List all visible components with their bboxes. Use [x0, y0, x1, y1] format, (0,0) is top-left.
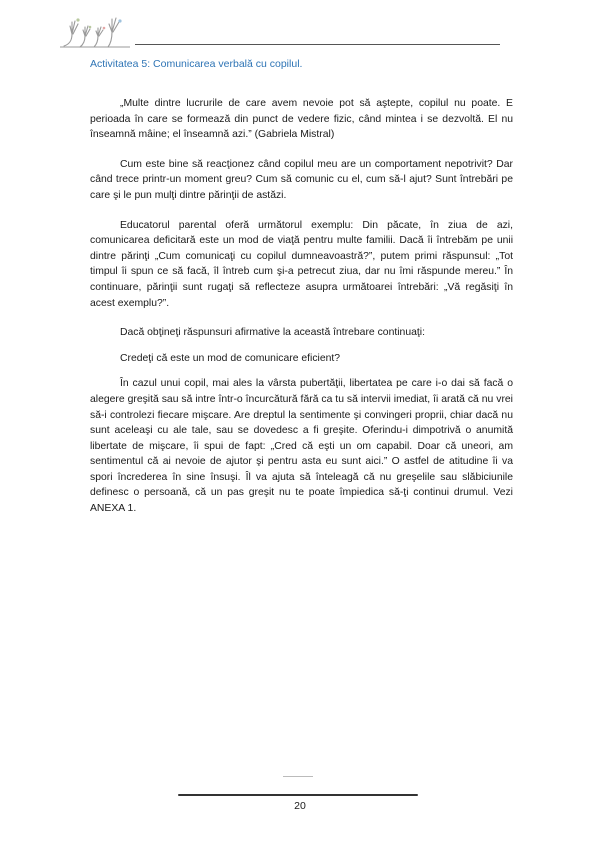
footer-accent-line — [283, 776, 313, 777]
paragraph-continue: Dacă obţineţi răspunsuri afirmative la această întrebare continuaţi: — [120, 327, 425, 339]
paragraph-question-efficient: Credeţi că este un mod de comunicare eficient? — [120, 352, 341, 364]
footer-divider — [178, 794, 418, 796]
hands-logo-icon — [60, 14, 130, 48]
header-divider — [135, 44, 500, 45]
section-title: Activitatea 5: Comunicarea verbală cu copilul. — [90, 58, 303, 70]
page-number: 20 — [294, 800, 306, 812]
paragraph-puberty: În cazul unui copil, mai ales la vârsta pubertăţii, libertatea pe care i-o dai să facă o alegere greşită sau să intre într-o încurcătură fără ca tu să intervii imediat, îi arată că nu vrei să-i controlezi fiecare mişcare. Are dreptul la sentimente şi convingeri proprii, chiar dacă nu sunt aceleaşi cu ale tale, sau se dovedesc a fi greşite. Oferindu-i dimpotrivă o anumită libertate de mişcare, îi spui de fapt: „Cred că eşti un om capabil. Doar că uneori, am sentimentul că ai nevoie de ajutor şi pentru asta eu sunt aici.” O astfel de atitudine îi va spori încrederea în sine însuşi. Îl va ajuta să înteleagă că nu greşelile sau slăbiciunile definesc o persoană, că un pas greşit nu te poate împiedica să-ţi continui drumul. Vezi ANEXA 1. — [90, 378, 513, 515]
paragraph-questions: Cum este bine să reacţionez când copilul meu are un comportament nepotrivit? Dar când trece printr-un moment greu? Cum să comunic cu el, cum să-l ajut? Sunt întrebări pe care şi le pun mulţi dintre părinţii de astăzi. — [90, 158, 513, 201]
paragraph-example: Educatorul parental oferă următorul exemplu: Din păcate, în ziua de azi, comunicarea deficitară este un mod de viaţă pentru multe familii. Dacă îi întrebăm pe unii dintre părinţi „Cum comunicaţi cu copilul dumneavoastră?”, putem primi răspunsul: „Tot timpul îi spun ce să facă, îl întreb cum şi-a petrecut ziua, dar nu îmi răspunde mereu.” În continuare, părinţii sunt rugaţi să reflecteze asupra următoarei întrebări: „Vă regăsiţi în acest exemplu?”. — [90, 219, 513, 309]
paragraph-quote: „Multe dintre lucrurile de care avem nevoie pot să aştepte, copilul nu poate. E perioada în care se formează din punct de vedere fizic, când mintea i se dezvoltă. El nu înseamnă mâine; el înseamnă azi.” (Gabriela Mistral) — [90, 98, 513, 141]
document-body — [90, 96, 513, 531]
